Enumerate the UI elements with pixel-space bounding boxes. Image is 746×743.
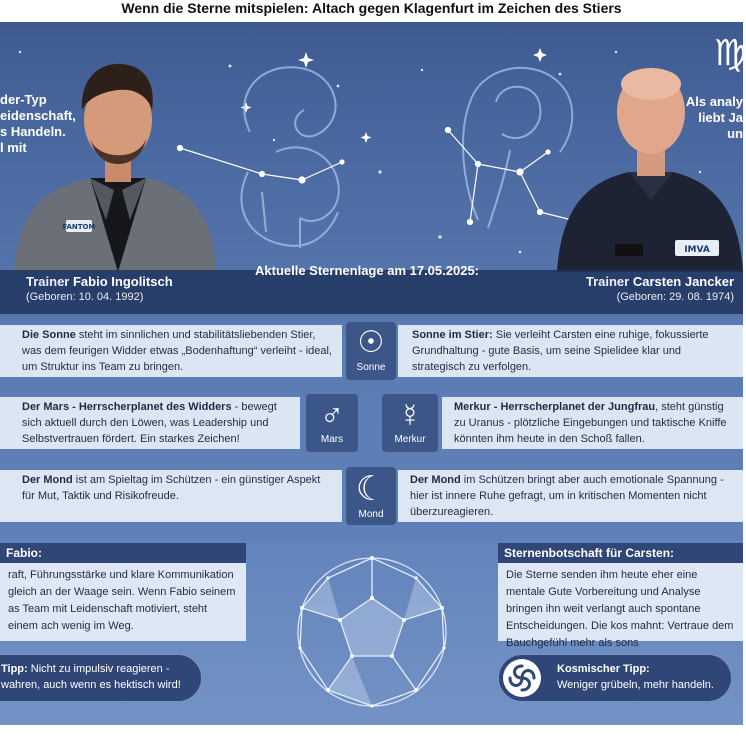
planet-label: Mond [358,509,384,520]
row-body-text: Sie verleiht Carsten eine ruhige, fokussierte Grundhaltung - gute Basis, um seine Spielidee klar und strategisch zu verfolgen. [412,329,709,373]
planet-sonne-tile [346,322,396,380]
row-mond-right [398,470,743,522]
trainer-carsten-photo [555,40,745,272]
left-tip-pill [0,654,202,702]
jacket-badge-fabio: FANTOM [62,223,96,231]
footer-strip [0,725,743,743]
row-body-text: , steht günstig zu Uranus - plötzliche Eingebungen und taktische Kniffe könnten ihm heute in den Schoß fallen. [454,401,727,445]
mercury-icon: ☿ [398,397,422,433]
trainer-prefix: Trainer [585,274,630,289]
trainer-prefix: Trainer [26,274,70,289]
tip-text: Weniger grübeln, mehr handeln. [557,679,714,691]
row-bold-lead: Die Sonne [22,329,76,341]
trainer-fabio-birthdate: (Geboren: 10. 04. 1992) [26,291,144,303]
moon-icon: ☾ [355,470,387,508]
row-body-text: im Schützen bringt aber auch emotionale Spannung - hier ist innere Ruhe gefragt, um in kritischen Momenten nicht überzureagieren. [410,474,724,518]
left-intro-line: der-Typ [0,92,47,107]
planet-mars-tile [306,394,358,452]
football-constellation [288,548,458,716]
sun-icon: ☉ [357,326,385,359]
left-intro-line: s Handeln. [0,124,66,139]
galaxy-spiral-icon [502,658,542,698]
row-body-text: - bewegt sich aktuell durch den Löwen, was Leadership und Selbstvertrauen fördert. Ein starkes Zeichen! [22,401,277,445]
trainer-carsten-caption [586,274,734,304]
planet-label: Mars [320,434,344,445]
right-box-title: Sternenbotschaft für Carsten: [498,543,743,563]
star-status-title: Aktuelle Sternenlage am 17.05.2025: [255,263,480,278]
planet-label: Merkur [394,434,426,445]
trainer-fabio-caption [26,274,173,304]
right-intro-line: liebt Ja [698,110,743,125]
star-sparkles [241,48,548,143]
tip-text: Nicht zu impulsiv reagieren - wahren, auch wenn es hektisch wird! [1,663,181,691]
row-body-text: steht im sinnlichen und stabilitätsliebenden Stier, was dem feurigen Widder etwas „Bodenhaftung“ verleiht - ideal, um Struktur ins Team zu bringen. [22,329,332,373]
tip-label: Tipp: [1,663,28,675]
row-mond-left [0,470,342,522]
aries-ram-figure [241,67,338,248]
right-box-text: Die Sterne senden ihm heute eher eine mentale Gute Vorbereitung und Analyse bringen ihn weit verlangt auch spontane Entscheidungen. Die kos mahnt: Vertraue dem Bauchgefühl mehr als sons [498,563,743,641]
tip-label: Kosmischer Tipp: [557,663,650,675]
trainer-carsten-birthdate: (Geboren: 29. 08. 1974) [616,291,734,303]
row-bold-lead: Merkur - Herrscherplanet der Jungfrau [454,401,656,413]
planet-merkur-tile [382,394,438,452]
planet-label: Sonne [356,362,386,373]
left-intro-line: l mit [0,140,27,155]
trainer-carsten-name: Carsten Jancker [632,274,734,289]
row-bold-lead: Sonne im Stier: [412,329,493,341]
left-box-text: raft, Führungsstärke und klare Kommunikation gleich an der Waage sein. Wenn Fabio seinem as Team mit Leidenschaft motiviert, steht einem ach wenig im Weg. [0,563,246,641]
trainer-fabio-photo [10,40,220,272]
jacket-badge-carsten: IMVA [684,245,710,255]
headline: Wenn die Sterne mitspielen: Altach gegen Klagenfurt im Zeichen des Stiers [0,0,743,22]
row-merkur-right [442,397,743,449]
row-bold-lead: Der Mond [410,474,461,486]
trainer-fabio-name: Fabio Ingolitsch [72,274,173,289]
row-mars-left [0,397,300,449]
row-bold-lead: Der Mars - Herrscherplanet des Widders [22,401,232,413]
row-sonne-left [0,325,342,377]
planet-mond-tile [346,467,396,525]
right-intro-line: un [727,126,743,141]
left-box-title: Fabio: [0,543,246,563]
row-sonne-right [398,325,743,377]
right-intro-line: Als analy [685,94,743,109]
mars-icon: ♂ [320,397,344,433]
row-body-text: ist am Spieltag im Schützen - ein günstiger Aspekt für Mut, Taktik und Risikofreude. [22,474,321,502]
left-intro-line: eidenschaft, [0,108,76,123]
virgo-symbol: ♍ [714,33,746,74]
row-bold-lead: Der Mond [22,474,73,486]
